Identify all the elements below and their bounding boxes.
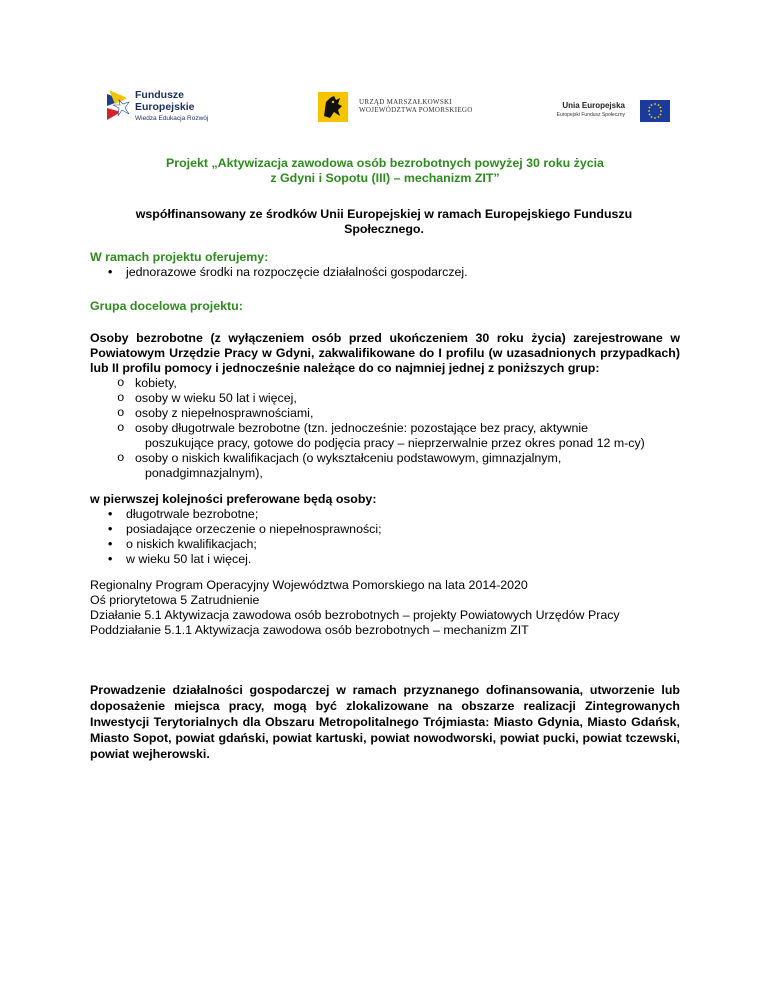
fe-line3: Wiedza Edukacja Rozwój (135, 115, 209, 122)
program-line: Regionalny Program Operacyjny Województwa Pomorskiego na lata 2014-2020 (90, 578, 528, 592)
preferred-item: • w wieku 50 lat i więcej. (106, 552, 680, 567)
preferred-item: • o niskich kwalifikacjach; (106, 537, 680, 552)
project-title (90, 156, 680, 186)
target-group-heading: Grupa docelowa projektu: (90, 299, 243, 313)
program-line: Poddziałanie 5.1.1 Aktywizacja zawodowa osób bezrobotnych – mechanizm ZIT (90, 623, 529, 637)
program-line: Oś priorytetowa 5 Zatrudnienie (90, 593, 260, 607)
offer-section (90, 250, 680, 280)
fundusze-europejskie-logo (107, 90, 257, 130)
offer-heading: W ramach projektu oferujemy: (90, 250, 269, 264)
group-item-text: osoby z niepełnosprawnościami, (135, 406, 314, 420)
preferred-item: • długotrwale bezrobotne; (106, 507, 680, 522)
preferred-item: • posiadające orzeczenie o niepełnosprawności; (106, 522, 680, 537)
project-title-line2: z Gdyni i Sopotu (III) – mechanizm ZIT” (270, 171, 500, 185)
group-item-text: osoby w wieku 50 lat i więcej, (135, 391, 297, 405)
logo-bar (0, 86, 768, 136)
target-group-item (117, 406, 680, 421)
program-info (90, 578, 680, 638)
unia-europejska-logo (541, 100, 671, 126)
location-note: Prowadzenie działalności gospodarczej w ramach przyznanego dofinansowania, utworzenie lub doposażenie miejsca pracy, mogą być zlokalizowane na obszarze realizacji Zintegrowanych Inwestycji Terytorialnych dla Obszaru Metropolitalnego Trójmiasta: Miasto Gdynia, Miasto Gdańsk, Miasto Sopot, powiat gdański, powiat kartuski, powiat nowodworski, powiat pucki, powiat tczewski, powiat wejherowski. (90, 683, 680, 761)
offer-item: • jednorazowe środki na rozpoczęcie działalności gospodarczej. (106, 265, 680, 280)
target-group-item (117, 421, 680, 451)
pom-line1: URZĄD MARSZAŁKOWSKI (359, 98, 453, 106)
cofinanced-statement: współfinansowany ze środków Unii Europejskiej w ramach Europejskiego Funduszu Społecznego. (135, 207, 633, 236)
preferred-list (90, 507, 680, 567)
ue-line2: Europejski Fundusz Społeczny (556, 112, 625, 118)
target-group-item (117, 376, 680, 391)
preferred-heading: w pierwszej kolejności preferowane będą osoby: (90, 492, 377, 506)
fe-line2: Europejskie (135, 100, 195, 113)
project-title-line1: Projekt „Aktywizacja zawodowa osób bezrobotnych powyżej 30 roku życia (166, 156, 604, 170)
program-line: Działanie 5.1 Aktywizacja zawodowa osób bezrobotnych – projekty Powiatowych Urzędów Pracy (90, 608, 620, 622)
group-item-text: osoby o niskich kwalifikacjach (o wykształceniu podstawowym, gimnazjalnym, (135, 451, 562, 465)
fe-line1: Fundusze (135, 89, 184, 101)
group-item-continuation: ponadgimnazjalnym), (145, 466, 263, 480)
target-group-item (117, 391, 680, 406)
urzad-marszalkowski-logo (316, 90, 516, 124)
target-group-list (90, 376, 680, 481)
griffin-crest-icon (316, 90, 350, 124)
group-item-continuation: poszukujące pracy, gotowe do podjęcia pracy – nieprzerwalnie przez okres ponad 12 m-cy) (145, 436, 645, 450)
target-group-section (90, 331, 680, 481)
preferred-section (90, 492, 680, 567)
pom-line2: WOJEWÓDZTWA POMORSKIEGO (359, 105, 473, 114)
ue-line1: Unia Europejska (562, 101, 625, 110)
eu-flag-icon (640, 100, 670, 122)
group-item-text: osoby długotrwale bezrobotne (tzn. jednocześnie: pozostające bez pracy, aktywnie (135, 421, 588, 435)
target-group-intro: Osoby bezrobotne (z wyłączeniem osób przed ukończeniem 30 roku życia) zarejestrowane w Powiatowym Urzędzie Pracy w Gdyni, zakwalifikowane do I profilu (w uzasadnionych przypadkach) lub II profilu pomocy i jednocześnie należące do co najmniej jednej z poniższych grup: (90, 331, 680, 375)
target-group-item (117, 451, 680, 481)
fe-star-icon (107, 90, 131, 124)
offer-list (90, 265, 680, 280)
group-item-text: kobiety, (135, 376, 177, 390)
